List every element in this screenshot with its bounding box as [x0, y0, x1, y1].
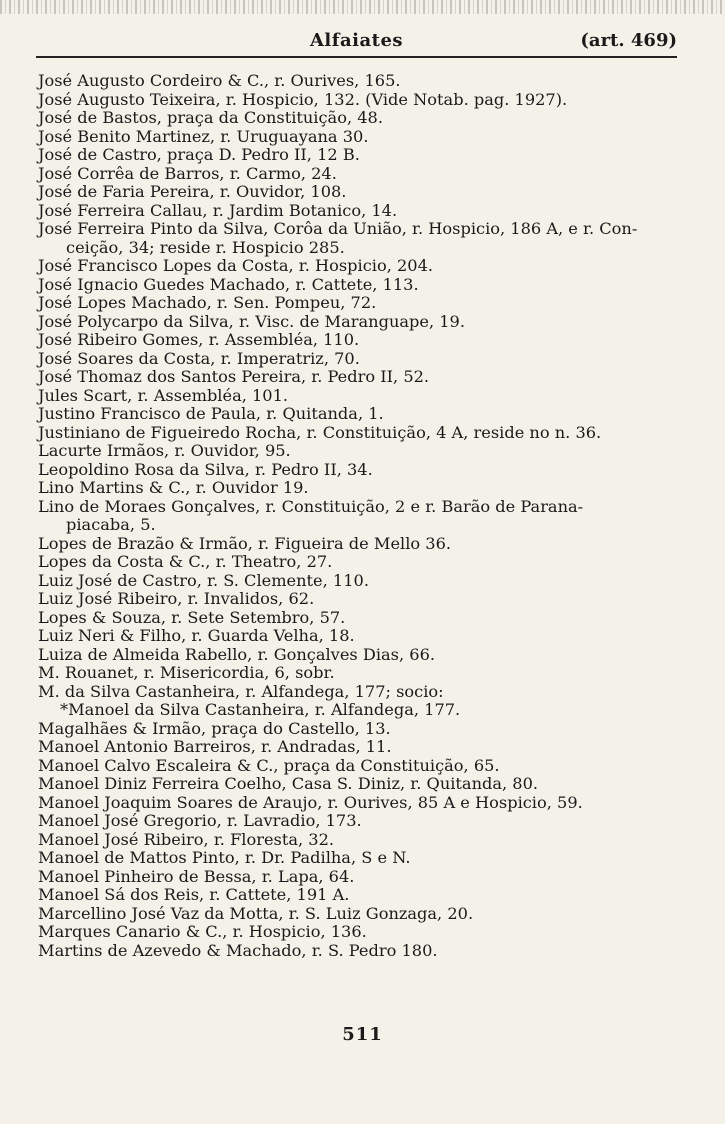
directory-entry: Manoel Diniz Ferreira Coelho, Casa S. Diniz, r. Quitanda, 80. — [38, 774, 539, 793]
directory-entry: José Benito Martinez, r. Uruguayana 30. — [38, 126, 369, 146]
directory-entry: José Soares da Costa, r. Imperatriz, 70. — [38, 348, 360, 368]
directory-entry: José Ferreira Callau, r. Jardim Botanico, 14. — [38, 200, 398, 220]
running-header — [36, 30, 677, 56]
page-number: 511 — [342, 1024, 383, 1045]
directory-entry: Leopoldino Rosa da Silva, r. Pedro II, 34. — [38, 459, 373, 479]
directory-entry: Luiz Neri & Filho, r. Guarda Velha, 18. — [38, 626, 355, 645]
directory-entry: Manoel José Ribeiro, r. Floresta, 32. — [38, 829, 335, 849]
directory-entry: Jules Scart, r. Assembléa, 101. — [38, 385, 289, 405]
directory-entry: José Francisco Lopes da Costa, r. Hospicio, 204. — [38, 256, 434, 275]
directory-entry: José Ferreira Pinto da Silva, Corôa da União, r. Hospicio, 186 A, e r. Con- — [38, 219, 638, 238]
directory-entry: M. da Silva Castanheira, r. Alfandega, 177; socio: — [38, 681, 444, 701]
directory-entry: M. Rouanet, r. Misericordia, 6, sobr. — [38, 663, 335, 682]
directory-entry: José de Bastos, praça da Constituição, 48. — [38, 108, 383, 127]
directory-entry: José Augusto Teixeira, r. Hospicio, 132. (Vide Notab. pag. 1927). — [38, 89, 568, 109]
directory-entry: Manoel de Mattos Pinto, r. Dr. Padilha, S e N. — [38, 848, 411, 867]
directory-entry: Magalhães & Irmão, praça do Castello, 13. — [38, 718, 391, 738]
directory-entry: José Ribeiro Gomes, r. Assembléa, 110. — [38, 330, 360, 349]
directory-entry: Marques Canario & C., r. Hospicio, 136. — [38, 922, 367, 941]
directory-entry: Manoel Antonio Barreiros, r. Andradas, 11. — [38, 737, 392, 756]
directory-entry: José Augusto Cordeiro & C., r. Ourives, 165. — [38, 71, 401, 90]
directory-entry: Justino Francisco de Paula, r. Quitanda, 1. — [38, 404, 384, 423]
directory-entry: Manoel Joaquim Soares de Araujo, r. Ourives, 85 A e Hospicio, 59. — [38, 792, 583, 812]
directory-entry: Lino Martins & C., r. Ouvidor 19. — [38, 478, 309, 497]
directory-entry-continuation: piacaba, 5. — [66, 515, 156, 534]
page-edge-texture — [0, 0, 725, 14]
directory-entry: José Thomaz dos Santos Pereira, r. Pedro II, 52. — [38, 367, 430, 386]
directory-entry: Martins de Azevedo & Machado, r. S. Pedro 180. — [38, 940, 438, 960]
header-rule — [36, 56, 677, 58]
directory-entry: Luiz José de Castro, r. S. Clemente, 110. — [38, 570, 369, 590]
directory-entry: José Polycarpo da Silva, r. Visc. de Maranguape, 19. — [38, 311, 466, 331]
directory-entry: Manoel Pinheiro de Bessa, r. Lapa, 64. — [38, 866, 355, 886]
directory-entry: Lopes da Costa & C., r. Theatro, 27. — [38, 552, 333, 571]
directory-entry: Lopes & Souza, r. Sete Setembro, 57. — [38, 607, 346, 627]
article-reference: (art. 469) — [580, 30, 677, 51]
directory-entry-continuation: ceição, 34; reside r. Hospicio 285. — [66, 237, 345, 257]
directory-entry: Manoel Calvo Escaleira & C., praça da Constituição, 65. — [38, 755, 500, 775]
directory-entry: José de Castro, praça D. Pedro II, 12 B. — [38, 145, 360, 164]
directory-entry: José de Faria Pereira, r. Ouvidor, 108. — [38, 182, 347, 201]
directory-entry: José Ignacio Guedes Machado, r. Cattete, 113. — [38, 274, 419, 294]
directory-entry: Lopes de Brazão & Irmão, r. Figueira de Mello 36. — [38, 533, 452, 553]
directory-entry: Manoel Sá dos Reis, r. Cattete, 191 A. — [38, 885, 350, 904]
directory-entry: Lino de Moraes Gonçalves, r. Constituição, 2 e r. Barão de Parana- — [38, 496, 584, 516]
section-title: Alfaiates — [309, 30, 404, 51]
directory-entry: Justiniano de Figueiredo Rocha, r. Constituição, 4 A, reside no n. 36. — [38, 422, 602, 442]
directory-entry: Lacurte Irmãos, r. Ouvidor, 95. — [38, 441, 291, 460]
directory-entry: Luiz José Ribeiro, r. Invalidos, 62. — [38, 589, 315, 608]
directory-entry: Marcellino José Vaz da Motta, r. S. Luiz Gonzaga, 20. — [38, 903, 474, 923]
directory-entry: José Corrêa de Barros, r. Carmo, 24. — [38, 163, 337, 183]
directory-list — [38, 72, 688, 960]
directory-entry: Luiza de Almeida Rabello, r. Gonçalves Dias, 66. — [38, 644, 436, 664]
directory-entry: José Lopes Machado, r. Sen. Pompeu, 72. — [38, 293, 377, 312]
directory-entry-partner: *Manoel da Silva Castanheira, r. Alfandega, 177. — [60, 700, 461, 719]
directory-entry: Manoel José Gregorio, r. Lavradio, 173. — [38, 811, 362, 830]
